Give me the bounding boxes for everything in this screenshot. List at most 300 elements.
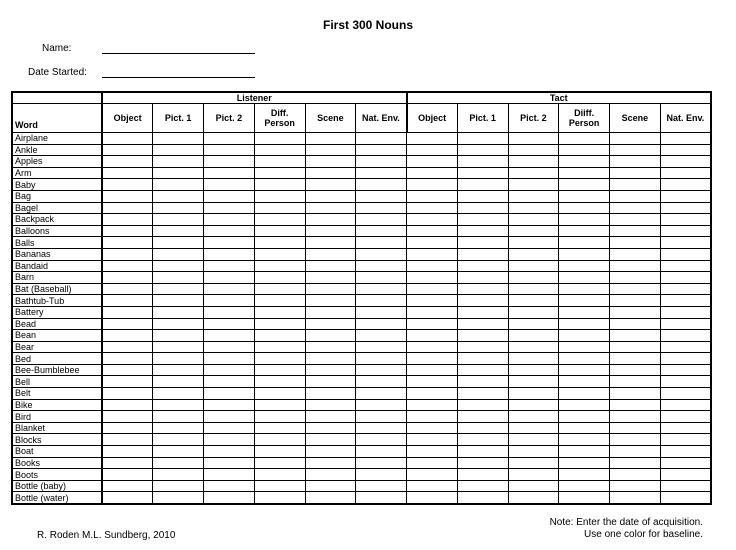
- entry-cell[interactable]: [102, 492, 153, 504]
- entry-cell[interactable]: [457, 237, 508, 249]
- entry-cell[interactable]: [153, 156, 204, 168]
- entry-cell[interactable]: [356, 376, 407, 388]
- entry-cell[interactable]: [102, 480, 153, 492]
- entry-cell[interactable]: [356, 399, 407, 411]
- entry-cell[interactable]: [204, 399, 255, 411]
- entry-cell[interactable]: [102, 190, 153, 202]
- entry-cell[interactable]: [204, 469, 255, 481]
- entry-cell[interactable]: [204, 330, 255, 342]
- entry-cell[interactable]: [102, 248, 153, 260]
- entry-cell[interactable]: [254, 190, 305, 202]
- entry-cell[interactable]: [204, 272, 255, 284]
- entry-cell[interactable]: [407, 144, 458, 156]
- entry-cell[interactable]: [305, 422, 356, 434]
- entry-cell[interactable]: [508, 492, 559, 504]
- entry-cell[interactable]: [407, 202, 458, 214]
- entry-cell[interactable]: [356, 237, 407, 249]
- entry-cell[interactable]: [102, 411, 153, 423]
- entry-cell[interactable]: [559, 190, 610, 202]
- entry-cell[interactable]: [407, 306, 458, 318]
- entry-cell[interactable]: [407, 341, 458, 353]
- entry-cell[interactable]: [204, 341, 255, 353]
- entry-cell[interactable]: [508, 422, 559, 434]
- entry-cell[interactable]: [254, 318, 305, 330]
- entry-cell[interactable]: [356, 133, 407, 145]
- entry-cell[interactable]: [102, 144, 153, 156]
- entry-cell[interactable]: [610, 422, 661, 434]
- entry-cell[interactable]: [356, 260, 407, 272]
- entry-cell[interactable]: [407, 248, 458, 260]
- entry-cell[interactable]: [660, 248, 711, 260]
- entry-cell[interactable]: [356, 388, 407, 400]
- entry-cell[interactable]: [204, 167, 255, 179]
- entry-cell[interactable]: [508, 144, 559, 156]
- entry-cell[interactable]: [356, 167, 407, 179]
- entry-cell[interactable]: [102, 376, 153, 388]
- entry-cell[interactable]: [305, 492, 356, 504]
- entry-cell[interactable]: [153, 179, 204, 191]
- entry-cell[interactable]: [407, 214, 458, 226]
- entry-cell[interactable]: [457, 388, 508, 400]
- entry-cell[interactable]: [610, 283, 661, 295]
- entry-cell[interactable]: [457, 422, 508, 434]
- entry-cell[interactable]: [204, 318, 255, 330]
- entry-cell[interactable]: [559, 422, 610, 434]
- entry-cell[interactable]: [660, 133, 711, 145]
- entry-cell[interactable]: [305, 202, 356, 214]
- entry-cell[interactable]: [102, 214, 153, 226]
- entry-cell[interactable]: [254, 376, 305, 388]
- entry-cell[interactable]: [305, 434, 356, 446]
- entry-cell[interactable]: [508, 411, 559, 423]
- entry-cell[interactable]: [508, 167, 559, 179]
- entry-cell[interactable]: [254, 295, 305, 307]
- entry-cell[interactable]: [356, 434, 407, 446]
- entry-cell[interactable]: [102, 306, 153, 318]
- entry-cell[interactable]: [407, 133, 458, 145]
- entry-cell[interactable]: [204, 480, 255, 492]
- entry-cell[interactable]: [204, 388, 255, 400]
- entry-cell[interactable]: [660, 434, 711, 446]
- entry-cell[interactable]: [610, 202, 661, 214]
- entry-cell[interactable]: [660, 376, 711, 388]
- entry-cell[interactable]: [559, 295, 610, 307]
- entry-cell[interactable]: [508, 179, 559, 191]
- entry-cell[interactable]: [508, 214, 559, 226]
- entry-cell[interactable]: [204, 156, 255, 168]
- entry-cell[interactable]: [204, 283, 255, 295]
- entry-cell[interactable]: [660, 295, 711, 307]
- entry-cell[interactable]: [457, 133, 508, 145]
- entry-cell[interactable]: [508, 364, 559, 376]
- entry-cell[interactable]: [204, 306, 255, 318]
- entry-cell[interactable]: [254, 330, 305, 342]
- entry-cell[interactable]: [153, 133, 204, 145]
- entry-cell[interactable]: [153, 272, 204, 284]
- entry-cell[interactable]: [407, 422, 458, 434]
- entry-cell[interactable]: [660, 260, 711, 272]
- entry-cell[interactable]: [457, 480, 508, 492]
- entry-cell[interactable]: [457, 214, 508, 226]
- entry-cell[interactable]: [356, 306, 407, 318]
- entry-cell[interactable]: [508, 237, 559, 249]
- entry-cell[interactable]: [204, 202, 255, 214]
- entry-cell[interactable]: [153, 399, 204, 411]
- entry-cell[interactable]: [305, 260, 356, 272]
- entry-cell[interactable]: [559, 318, 610, 330]
- entry-cell[interactable]: [254, 422, 305, 434]
- entry-cell[interactable]: [102, 422, 153, 434]
- entry-cell[interactable]: [356, 283, 407, 295]
- entry-cell[interactable]: [356, 411, 407, 423]
- entry-cell[interactable]: [102, 167, 153, 179]
- entry-cell[interactable]: [508, 272, 559, 284]
- entry-cell[interactable]: [305, 225, 356, 237]
- entry-cell[interactable]: [254, 306, 305, 318]
- entry-cell[interactable]: [660, 446, 711, 458]
- entry-cell[interactable]: [660, 179, 711, 191]
- entry-cell[interactable]: [610, 272, 661, 284]
- entry-cell[interactable]: [457, 260, 508, 272]
- entry-cell[interactable]: [407, 295, 458, 307]
- entry-cell[interactable]: [102, 237, 153, 249]
- entry-cell[interactable]: [407, 260, 458, 272]
- entry-cell[interactable]: [457, 399, 508, 411]
- entry-cell[interactable]: [356, 480, 407, 492]
- entry-cell[interactable]: [204, 190, 255, 202]
- entry-cell[interactable]: [254, 179, 305, 191]
- entry-cell[interactable]: [610, 225, 661, 237]
- entry-cell[interactable]: [559, 353, 610, 365]
- entry-cell[interactable]: [305, 144, 356, 156]
- entry-cell[interactable]: [610, 434, 661, 446]
- entry-cell[interactable]: [254, 492, 305, 504]
- entry-cell[interactable]: [305, 457, 356, 469]
- entry-cell[interactable]: [508, 306, 559, 318]
- entry-cell[interactable]: [305, 376, 356, 388]
- entry-cell[interactable]: [660, 283, 711, 295]
- entry-cell[interactable]: [204, 179, 255, 191]
- entry-cell[interactable]: [305, 399, 356, 411]
- entry-cell[interactable]: [254, 283, 305, 295]
- entry-cell[interactable]: [508, 480, 559, 492]
- entry-cell[interactable]: [153, 318, 204, 330]
- entry-cell[interactable]: [660, 225, 711, 237]
- entry-cell[interactable]: [559, 341, 610, 353]
- entry-cell[interactable]: [102, 330, 153, 342]
- entry-cell[interactable]: [305, 469, 356, 481]
- entry-cell[interactable]: [660, 318, 711, 330]
- entry-cell[interactable]: [153, 190, 204, 202]
- entry-cell[interactable]: [356, 179, 407, 191]
- entry-cell[interactable]: [610, 411, 661, 423]
- entry-cell[interactable]: [508, 202, 559, 214]
- entry-cell[interactable]: [660, 202, 711, 214]
- entry-cell[interactable]: [305, 156, 356, 168]
- entry-cell[interactable]: [610, 353, 661, 365]
- entry-cell[interactable]: [559, 248, 610, 260]
- entry-cell[interactable]: [407, 388, 458, 400]
- entry-cell[interactable]: [407, 225, 458, 237]
- entry-cell[interactable]: [356, 318, 407, 330]
- entry-cell[interactable]: [356, 190, 407, 202]
- entry-cell[interactable]: [305, 341, 356, 353]
- entry-cell[interactable]: [660, 399, 711, 411]
- entry-cell[interactable]: [102, 318, 153, 330]
- entry-cell[interactable]: [254, 214, 305, 226]
- entry-cell[interactable]: [407, 318, 458, 330]
- entry-cell[interactable]: [660, 422, 711, 434]
- entry-cell[interactable]: [660, 330, 711, 342]
- entry-cell[interactable]: [407, 156, 458, 168]
- entry-cell[interactable]: [457, 353, 508, 365]
- entry-cell[interactable]: [660, 237, 711, 249]
- entry-cell[interactable]: [153, 330, 204, 342]
- entry-cell[interactable]: [102, 272, 153, 284]
- entry-cell[interactable]: [457, 225, 508, 237]
- entry-cell[interactable]: [610, 469, 661, 481]
- entry-cell[interactable]: [610, 341, 661, 353]
- entry-cell[interactable]: [153, 295, 204, 307]
- entry-cell[interactable]: [559, 272, 610, 284]
- entry-cell[interactable]: [153, 353, 204, 365]
- entry-cell[interactable]: [356, 422, 407, 434]
- entry-cell[interactable]: [559, 411, 610, 423]
- entry-cell[interactable]: [508, 388, 559, 400]
- entry-cell[interactable]: [508, 190, 559, 202]
- entry-cell[interactable]: [559, 179, 610, 191]
- entry-cell[interactable]: [660, 272, 711, 284]
- entry-cell[interactable]: [305, 318, 356, 330]
- entry-cell[interactable]: [305, 330, 356, 342]
- entry-cell[interactable]: [610, 376, 661, 388]
- entry-cell[interactable]: [204, 434, 255, 446]
- entry-cell[interactable]: [254, 399, 305, 411]
- entry-cell[interactable]: [559, 283, 610, 295]
- entry-cell[interactable]: [305, 272, 356, 284]
- entry-cell[interactable]: [407, 330, 458, 342]
- entry-cell[interactable]: [153, 469, 204, 481]
- entry-cell[interactable]: [254, 167, 305, 179]
- entry-cell[interactable]: [153, 388, 204, 400]
- entry-cell[interactable]: [660, 156, 711, 168]
- entry-cell[interactable]: [407, 492, 458, 504]
- entry-cell[interactable]: [153, 480, 204, 492]
- entry-cell[interactable]: [508, 133, 559, 145]
- entry-cell[interactable]: [254, 469, 305, 481]
- entry-cell[interactable]: [153, 341, 204, 353]
- entry-cell[interactable]: [610, 446, 661, 458]
- entry-cell[interactable]: [102, 133, 153, 145]
- entry-cell[interactable]: [407, 469, 458, 481]
- entry-cell[interactable]: [153, 167, 204, 179]
- entry-cell[interactable]: [254, 388, 305, 400]
- entry-cell[interactable]: [508, 156, 559, 168]
- entry-cell[interactable]: [559, 364, 610, 376]
- entry-cell[interactable]: [610, 480, 661, 492]
- entry-cell[interactable]: [153, 364, 204, 376]
- entry-cell[interactable]: [457, 202, 508, 214]
- entry-cell[interactable]: [660, 388, 711, 400]
- entry-cell[interactable]: [102, 399, 153, 411]
- entry-cell[interactable]: [610, 156, 661, 168]
- entry-cell[interactable]: [356, 330, 407, 342]
- entry-cell[interactable]: [559, 306, 610, 318]
- entry-cell[interactable]: [457, 411, 508, 423]
- entry-cell[interactable]: [356, 295, 407, 307]
- entry-cell[interactable]: [610, 237, 661, 249]
- entry-cell[interactable]: [559, 144, 610, 156]
- entry-cell[interactable]: [559, 237, 610, 249]
- entry-cell[interactable]: [660, 306, 711, 318]
- entry-cell[interactable]: [204, 364, 255, 376]
- entry-cell[interactable]: [457, 364, 508, 376]
- entry-cell[interactable]: [102, 341, 153, 353]
- entry-cell[interactable]: [254, 446, 305, 458]
- entry-cell[interactable]: [407, 411, 458, 423]
- entry-cell[interactable]: [508, 434, 559, 446]
- entry-cell[interactable]: [254, 144, 305, 156]
- entry-cell[interactable]: [254, 480, 305, 492]
- entry-cell[interactable]: [457, 306, 508, 318]
- entry-cell[interactable]: [660, 364, 711, 376]
- entry-cell[interactable]: [153, 225, 204, 237]
- entry-cell[interactable]: [102, 353, 153, 365]
- entry-cell[interactable]: [153, 434, 204, 446]
- entry-cell[interactable]: [457, 272, 508, 284]
- entry-cell[interactable]: [305, 167, 356, 179]
- entry-cell[interactable]: [407, 283, 458, 295]
- entry-cell[interactable]: [660, 353, 711, 365]
- entry-cell[interactable]: [610, 190, 661, 202]
- entry-cell[interactable]: [254, 237, 305, 249]
- entry-cell[interactable]: [457, 446, 508, 458]
- entry-cell[interactable]: [102, 469, 153, 481]
- entry-cell[interactable]: [254, 434, 305, 446]
- entry-cell[interactable]: [356, 469, 407, 481]
- entry-cell[interactable]: [559, 388, 610, 400]
- entry-cell[interactable]: [610, 318, 661, 330]
- entry-cell[interactable]: [204, 260, 255, 272]
- entry-cell[interactable]: [559, 225, 610, 237]
- entry-cell[interactable]: [102, 225, 153, 237]
- entry-cell[interactable]: [508, 469, 559, 481]
- entry-cell[interactable]: [610, 388, 661, 400]
- entry-cell[interactable]: [559, 133, 610, 145]
- entry-cell[interactable]: [356, 457, 407, 469]
- entry-cell[interactable]: [102, 295, 153, 307]
- entry-cell[interactable]: [204, 446, 255, 458]
- entry-cell[interactable]: [457, 492, 508, 504]
- entry-cell[interactable]: [102, 446, 153, 458]
- entry-cell[interactable]: [153, 376, 204, 388]
- entry-cell[interactable]: [660, 480, 711, 492]
- entry-cell[interactable]: [102, 457, 153, 469]
- entry-cell[interactable]: [407, 237, 458, 249]
- entry-cell[interactable]: [356, 225, 407, 237]
- entry-cell[interactable]: [508, 446, 559, 458]
- entry-cell[interactable]: [407, 376, 458, 388]
- entry-cell[interactable]: [153, 306, 204, 318]
- entry-cell[interactable]: [508, 457, 559, 469]
- entry-cell[interactable]: [660, 144, 711, 156]
- entry-cell[interactable]: [407, 179, 458, 191]
- entry-cell[interactable]: [559, 492, 610, 504]
- entry-cell[interactable]: [610, 133, 661, 145]
- entry-cell[interactable]: [305, 411, 356, 423]
- entry-cell[interactable]: [610, 248, 661, 260]
- entry-cell[interactable]: [407, 434, 458, 446]
- entry-cell[interactable]: [559, 457, 610, 469]
- entry-cell[interactable]: [153, 248, 204, 260]
- entry-cell[interactable]: [610, 330, 661, 342]
- entry-cell[interactable]: [407, 446, 458, 458]
- entry-cell[interactable]: [254, 225, 305, 237]
- entry-cell[interactable]: [102, 156, 153, 168]
- entry-cell[interactable]: [508, 353, 559, 365]
- entry-cell[interactable]: [305, 295, 356, 307]
- entry-cell[interactable]: [356, 144, 407, 156]
- entry-cell[interactable]: [508, 295, 559, 307]
- entry-cell[interactable]: [610, 295, 661, 307]
- entry-cell[interactable]: [153, 411, 204, 423]
- entry-cell[interactable]: [356, 272, 407, 284]
- entry-cell[interactable]: [610, 144, 661, 156]
- entry-cell[interactable]: [660, 214, 711, 226]
- entry-cell[interactable]: [204, 411, 255, 423]
- entry-cell[interactable]: [610, 399, 661, 411]
- entry-cell[interactable]: [254, 457, 305, 469]
- entry-cell[interactable]: [559, 399, 610, 411]
- entry-cell[interactable]: [407, 364, 458, 376]
- entry-cell[interactable]: [660, 190, 711, 202]
- entry-cell[interactable]: [559, 330, 610, 342]
- entry-cell[interactable]: [457, 190, 508, 202]
- entry-cell[interactable]: [254, 272, 305, 284]
- entry-cell[interactable]: [610, 214, 661, 226]
- entry-cell[interactable]: [559, 260, 610, 272]
- entry-cell[interactable]: [305, 179, 356, 191]
- entry-cell[interactable]: [153, 457, 204, 469]
- entry-cell[interactable]: [356, 353, 407, 365]
- entry-cell[interactable]: [254, 341, 305, 353]
- entry-cell[interactable]: [508, 330, 559, 342]
- date-started-field-line[interactable]: [102, 77, 255, 78]
- entry-cell[interactable]: [559, 480, 610, 492]
- entry-cell[interactable]: [610, 364, 661, 376]
- entry-cell[interactable]: [204, 353, 255, 365]
- entry-cell[interactable]: [660, 469, 711, 481]
- entry-cell[interactable]: [204, 214, 255, 226]
- entry-cell[interactable]: [102, 260, 153, 272]
- entry-cell[interactable]: [305, 480, 356, 492]
- entry-cell[interactable]: [254, 260, 305, 272]
- entry-cell[interactable]: [559, 167, 610, 179]
- entry-cell[interactable]: [254, 353, 305, 365]
- entry-cell[interactable]: [305, 306, 356, 318]
- entry-cell[interactable]: [559, 376, 610, 388]
- entry-cell[interactable]: [153, 214, 204, 226]
- entry-cell[interactable]: [407, 457, 458, 469]
- entry-cell[interactable]: [153, 260, 204, 272]
- entry-cell[interactable]: [305, 237, 356, 249]
- entry-cell[interactable]: [559, 214, 610, 226]
- entry-cell[interactable]: [204, 376, 255, 388]
- entry-cell[interactable]: [153, 202, 204, 214]
- entry-cell[interactable]: [457, 469, 508, 481]
- entry-cell[interactable]: [457, 318, 508, 330]
- entry-cell[interactable]: [660, 341, 711, 353]
